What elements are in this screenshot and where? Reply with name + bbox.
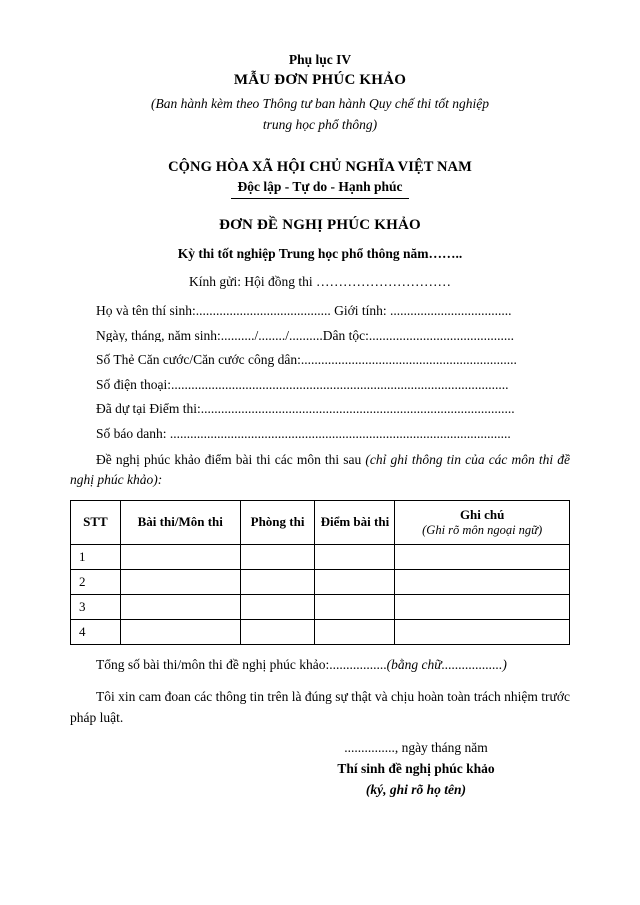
document-title: MẪU ĐƠN PHÚC KHẢO bbox=[233, 71, 407, 88]
signature-role: Thí sinh đề nghị phúc khảo bbox=[337, 761, 495, 777]
motto-underline-rule bbox=[231, 198, 408, 199]
cell-note[interactable] bbox=[395, 545, 570, 570]
issued-note bbox=[70, 94, 570, 135]
cell-room[interactable] bbox=[240, 595, 315, 620]
table-row bbox=[71, 595, 570, 620]
field-date-of-birth-and-ethnicity[interactable]: Ngày, tháng, năm sinh:........../......../..........Dân tộc:........................................... bbox=[96, 328, 514, 342]
column-header-stt: STT bbox=[71, 500, 121, 545]
column-header-note-sub: (Ghi rõ môn ngoại ngữ) bbox=[422, 522, 543, 537]
request-title: ĐƠN ĐỀ NGHỊ PHÚC KHẢO bbox=[219, 217, 421, 233]
field-full-name-and-gender[interactable]: Họ và tên thí sinh:........................................ Giới tính: .................................... bbox=[96, 304, 512, 318]
issued-note-line-2: trung học phổ thông) bbox=[262, 116, 378, 132]
cell-subject[interactable] bbox=[120, 595, 240, 620]
issued-note-line-1: (Ban hành kèm theo Thông tư ban hành Quy chế thi tốt nghiệp bbox=[150, 96, 490, 112]
cell-note[interactable] bbox=[395, 620, 570, 645]
review-request-paragraph bbox=[70, 450, 570, 491]
cell-room[interactable] bbox=[240, 570, 315, 595]
cell-stt: 3 bbox=[71, 595, 121, 620]
signature-block bbox=[266, 738, 566, 800]
column-header-room: Phòng thi bbox=[240, 500, 315, 545]
table-header-row bbox=[71, 500, 570, 545]
national-heading bbox=[70, 157, 570, 199]
column-header-note bbox=[395, 500, 570, 545]
table-row bbox=[71, 545, 570, 570]
total-subjects-italic[interactable]: (bằng chữ..................) bbox=[386, 657, 507, 673]
column-header-score: Điểm bài thi bbox=[315, 500, 395, 545]
national-motto-wrapper bbox=[231, 178, 408, 199]
table-row bbox=[71, 620, 570, 645]
national-motto: Độc lập - Tự do - Hạnh phúc bbox=[237, 179, 403, 195]
cell-room[interactable] bbox=[240, 545, 315, 570]
exam-session-line: Kỳ thi tốt nghiệp Trung học phổ thông năm…….. bbox=[177, 246, 463, 261]
cell-subject[interactable] bbox=[120, 570, 240, 595]
total-subjects-plain[interactable]: Tổng số bài thi/môn thi đề nghị phúc khảo:................. bbox=[96, 657, 387, 673]
cell-score[interactable] bbox=[315, 545, 395, 570]
review-request-italic: (chỉ ghi thông tin của các môn thi đề nghị phúc khảo): bbox=[70, 452, 570, 488]
commitment-paragraph: Tôi xin cam đoan các thông tin trên là đúng sự thật và chịu hoàn toàn trách nhiệm trước pháp luật. bbox=[70, 689, 570, 725]
addressed-to-line: Kính gửi: Hội đồng thi ………………………… bbox=[189, 274, 451, 289]
cell-score[interactable] bbox=[315, 620, 395, 645]
field-exam-site[interactable]: Đã dự tại Điểm thi:............................................................................................. bbox=[96, 402, 515, 416]
field-phone-number[interactable]: Số điện thoại:.................................................................................................... bbox=[96, 377, 509, 391]
table-row bbox=[71, 570, 570, 595]
cell-room[interactable] bbox=[240, 620, 315, 645]
cell-subject[interactable] bbox=[120, 620, 240, 645]
cell-note[interactable] bbox=[395, 570, 570, 595]
cell-stt: 2 bbox=[71, 570, 121, 595]
signature-instruction: (ký, ghi rõ họ tên) bbox=[365, 782, 467, 797]
subjects-table bbox=[70, 500, 570, 646]
total-subjects-line bbox=[70, 657, 570, 673]
candidate-fields bbox=[70, 304, 570, 440]
cell-score[interactable] bbox=[315, 570, 395, 595]
cell-score[interactable] bbox=[315, 595, 395, 620]
review-request-plain: Đề nghị phúc khảo điểm bài thi các môn thi sau bbox=[96, 452, 366, 467]
cell-note[interactable] bbox=[395, 595, 570, 620]
appendix-number: Phụ lục IV bbox=[288, 52, 352, 67]
signature-place-date[interactable]: ..............., ngày tháng năm bbox=[344, 739, 488, 755]
cell-subject[interactable] bbox=[120, 545, 240, 570]
country-name: CỘNG HÒA XÃ HỘI CHỦ NGHĨA VIỆT NAM bbox=[168, 158, 472, 175]
field-candidate-number[interactable]: Số báo danh: ..................................................................................................... bbox=[96, 426, 511, 440]
cell-stt: 4 bbox=[71, 620, 121, 645]
cell-stt: 1 bbox=[71, 545, 121, 570]
column-header-note-label: Ghi chú bbox=[459, 506, 505, 522]
field-id-card-number[interactable]: Số Thẻ Căn cước/Căn cước công dân:................................................................ bbox=[96, 353, 517, 367]
column-header-subject: Bài thi/Môn thi bbox=[120, 500, 240, 545]
